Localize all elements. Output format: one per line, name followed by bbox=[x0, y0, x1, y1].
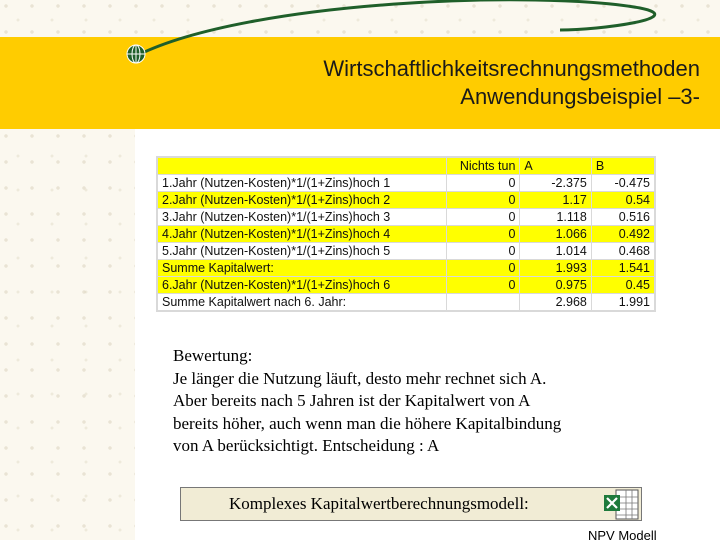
cell-a: 1.17 bbox=[520, 192, 590, 208]
npv-table bbox=[156, 156, 656, 312]
cell-b: 0.468 bbox=[592, 243, 654, 259]
table-row bbox=[158, 294, 654, 310]
slide-title: Wirtschaftlichkeitsrechnungsmethoden bbox=[323, 56, 700, 81]
excel-file-icon[interactable] bbox=[602, 487, 642, 523]
slide-subtitle: Anwendungsbeispiel –3- bbox=[460, 84, 700, 109]
table-row bbox=[158, 277, 654, 293]
cell-b: 1.541 bbox=[592, 260, 654, 276]
evaluation-line: bereits höher, auch wenn man die höhere Kapitalbindung bbox=[173, 413, 562, 433]
npv-model-caption[interactable]: NPV Modell bbox=[588, 528, 657, 543]
cell-a: 1.066 bbox=[520, 226, 590, 242]
cell-a: -2.375 bbox=[520, 175, 590, 191]
table-row bbox=[158, 175, 654, 191]
evaluation-line: von A berücksichtigt. Entscheidung : A bbox=[173, 436, 440, 455]
header-cell bbox=[158, 158, 446, 174]
header-cell: Nichts tun bbox=[447, 158, 520, 174]
row-label: 5.Jahr (Nutzen-Kosten)*1/(1+Zins)hoch 5 bbox=[158, 243, 446, 259]
globe-icon bbox=[127, 45, 145, 63]
table-row bbox=[158, 226, 654, 242]
table-header-row bbox=[158, 158, 654, 174]
cell-nichts-tun bbox=[447, 294, 520, 310]
table-row bbox=[158, 209, 654, 225]
row-label: 3.Jahr (Nutzen-Kosten)*1/(1+Zins)hoch 3 bbox=[158, 209, 446, 225]
evaluation-heading: Bewertung: bbox=[173, 346, 253, 365]
cell-nichts-tun: 0 bbox=[447, 243, 520, 259]
row-label: Summe Kapitalwert: bbox=[158, 260, 446, 276]
table-row bbox=[158, 243, 654, 259]
cell-b: 0.45 bbox=[592, 277, 654, 293]
cell-b: 1.991 bbox=[592, 294, 654, 310]
cell-b: 0.516 bbox=[592, 209, 654, 225]
cell-b: 0.54 bbox=[592, 192, 654, 208]
cell-nichts-tun: 0 bbox=[447, 209, 520, 225]
row-label: 4.Jahr (Nutzen-Kosten)*1/(1+Zins)hoch 4 bbox=[158, 226, 446, 242]
cell-a: 0.975 bbox=[520, 277, 590, 293]
cell-nichts-tun: 0 bbox=[447, 192, 520, 208]
cell-b: -0.475 bbox=[592, 175, 654, 191]
header-cell: B bbox=[592, 158, 654, 174]
cell-nichts-tun: 0 bbox=[447, 226, 520, 242]
cell-nichts-tun: 0 bbox=[447, 277, 520, 293]
model-label: Komplexes Kapitalwertberechnungsmodell: bbox=[229, 494, 529, 513]
evaluation-line: Aber bereits nach 5 Jahren ist der Kapitalwert von A bbox=[173, 391, 531, 410]
cell-b: 0.492 bbox=[592, 226, 654, 242]
cell-a: 1.118 bbox=[520, 209, 590, 225]
header-cell: A bbox=[520, 158, 590, 174]
table-row bbox=[158, 192, 654, 208]
model-link-box bbox=[180, 487, 642, 521]
table-row bbox=[158, 260, 654, 276]
row-label: 1.Jahr (Nutzen-Kosten)*1/(1+Zins)hoch 1 bbox=[158, 175, 446, 191]
cell-a: 1.993 bbox=[520, 260, 590, 276]
row-label: 6.Jahr (Nutzen-Kosten)*1/(1+Zins)hoch 6 bbox=[158, 277, 446, 293]
cell-nichts-tun: 0 bbox=[447, 260, 520, 276]
evaluation-line: Je länger die Nutzung läuft, desto mehr rechnet sich A. bbox=[173, 368, 547, 388]
cell-a: 1.014 bbox=[520, 243, 590, 259]
row-label: Summe Kapitalwert nach 6. Jahr: bbox=[158, 294, 446, 310]
evaluation-text bbox=[173, 345, 653, 458]
cell-a: 2.968 bbox=[520, 294, 590, 310]
cell-nichts-tun: 0 bbox=[447, 175, 520, 191]
row-label: 2.Jahr (Nutzen-Kosten)*1/(1+Zins)hoch 2 bbox=[158, 192, 446, 208]
